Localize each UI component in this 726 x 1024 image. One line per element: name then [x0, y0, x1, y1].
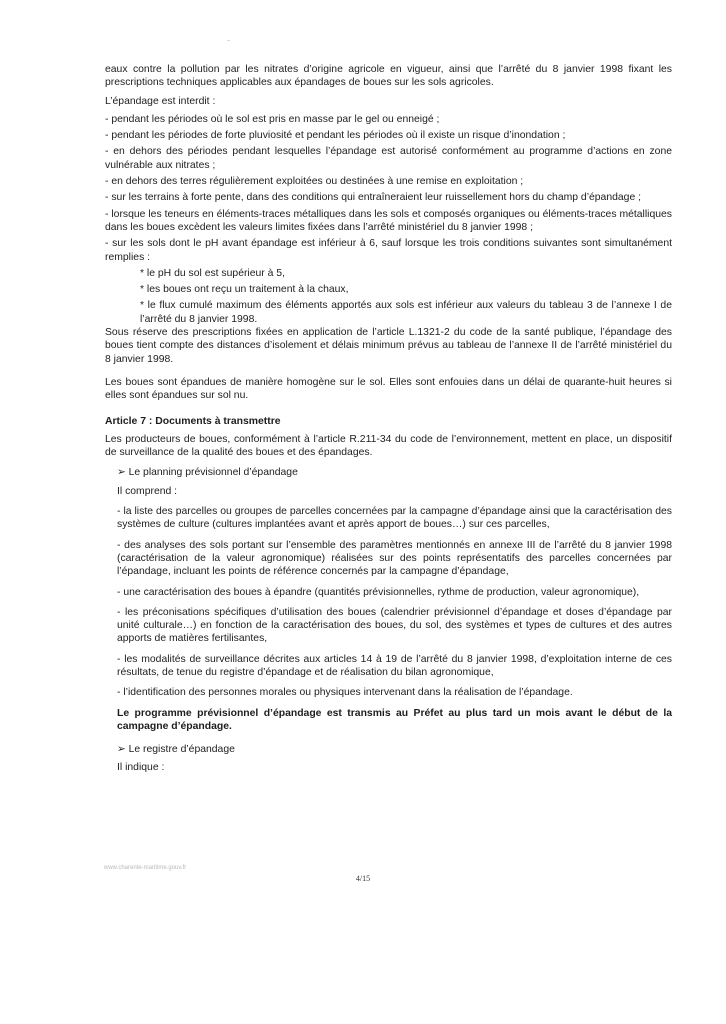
scan-speck	[227, 40, 230, 41]
planning-item-4: - les préconisations spécifiques d’utilisation des boues (calendrier prévisionnel d’épandage et doses d’épandage par unité culturale…) en fonction de la caractérisation des boues, du sol, des systèmes et types de cultures et des autres apports de matières fertilisantes,	[117, 606, 672, 645]
forbidden-item-4: - en dehors des terres régulièrement exploitées ou destinées à une remise en exploitation ;	[105, 176, 524, 188]
document-page	[105, 63, 672, 775]
planning-deadline-note: Le programme prévisionnel d’épandage est transmis au Préfet au plus tard un mois avant le début de la campagne d’épandage.	[117, 707, 672, 732]
condition-2: * les boues ont reçu un traitement à la chaux,	[140, 284, 349, 296]
forbidden-item-2: - pendant les périodes de forte pluviosité et pendant les périodes où il existe un risque d’inondation ;	[105, 130, 566, 142]
planning-item-5: - les modalités de surveillance décrites aux articles 14 à 19 de l’arrêté du 8 janvier 1998, d’exploitation interne de ces résultats, de tenue du registre d’épandage et de réalisation du bilan agronomique,	[117, 653, 672, 678]
homogeneous-paragraph: Les boues sont épandues de manière homogène sur le sol. Elles sont enfouies dans un délai de quarante-huit heures si elles sont épandues sur sol nu.	[105, 376, 672, 402]
planning-title: ➢ Le planning prévisionnel d’épandage	[117, 467, 298, 479]
planning-comprend: Il comprend :	[117, 485, 178, 497]
intro-paragraph: eaux contre la pollution par les nitrates d’origine agricole en vigueur, ainsi que l’arrêté du 8 janvier 1998 fixant les prescriptions techniques applicables aux épandages de boues sur les sols agricoles.	[105, 64, 672, 89]
planning-item-6: - l’identification des personnes morales ou physiques intervenant dans la réalisation de l’épandage.	[117, 687, 573, 699]
forbidden-item-3: - en dehors des périodes pendant lesquelles l’épandage est autorisé conformément au programme d’actions en zone vulnérable aux nitrates ;	[105, 146, 672, 171]
forbidden-item-6: - lorsque les teneurs en éléments-traces métalliques dans les sols et composés organiques ou éléments-traces métalliques dans les boues excèdent les valeurs limites fixées dans l’arrêté ministériel du 8 janvier 1998 ;	[105, 208, 672, 233]
planning-item-3: - une caractérisation des boues à épandre (quantités prévisionnelles, rythme de production, valeur agronomique),	[117, 586, 640, 598]
article-7-heading: Article 7 : Documents à transmettre	[105, 415, 281, 427]
condition-1: * le pH du sol est supérieur à 5,	[140, 267, 285, 279]
footer-url: www.charente-maritime.gouv.fr	[104, 865, 187, 871]
registre-title: ➢ Le registre d’épandage	[117, 744, 235, 756]
forbidden-title: L’épandage est interdit :	[105, 95, 216, 107]
forbidden-item-7: - sur les sols dont le pH avant épandage est inférieur à 6, sauf lorsque les trois conditions suivantes sont simultanément remplies :	[105, 238, 672, 263]
article-7-intro: Les producteurs de boues, conformément à l’article R.211-34 du code de l’environnement, mettent en place, un dispositif de surveillance de la qualité des boues et des épandages.	[105, 433, 672, 459]
reserve-paragraph: Sous réserve des prescriptions fixées en application de l’article L.1321-2 du code de la santé publique, l’épandage des boues tient compte des distances d’isolement et délais minimum prévus au tableau de l’annexe II de l’arrêté ministériel du 8 janvier 1998.	[105, 327, 672, 365]
registre-indique: Il indique :	[117, 762, 165, 774]
planning-item-2: - des analyses des sols portant sur l’ensemble des paramètres mentionnés en annexe III de l’arrêté du 8 janvier 1998 (caractérisation de la valeur agronomique) réalisées sur des points représentatifs des parcelles concernées par l’épandage, incluant les points de référence concernés par la campagne d’épandage,	[117, 539, 672, 578]
forbidden-item-5: - sur les terrains à forte pente, dans des conditions qui entraîneraient leur ruissellement hors du champ d’épandage ;	[105, 192, 642, 204]
forbidden-item-1: - pendant les périodes où le sol est pris en masse par le gel ou enneigé ;	[105, 113, 440, 125]
condition-3: * le flux cumulé maximum des éléments apportés aux sols est inférieur aux valeurs du tableau 3 de l’annexe I de l’arrêté du 8 janvier 1998.	[140, 300, 672, 325]
page-number: 4/15	[355, 874, 371, 883]
planning-item-1: - la liste des parcelles ou groupes de parcelles concernées par la campagne d’épandage ainsi que la caractérisation des systèmes de culture (cultures implantées avant et après apport de boues…) sur ces parcelles,	[117, 506, 672, 531]
